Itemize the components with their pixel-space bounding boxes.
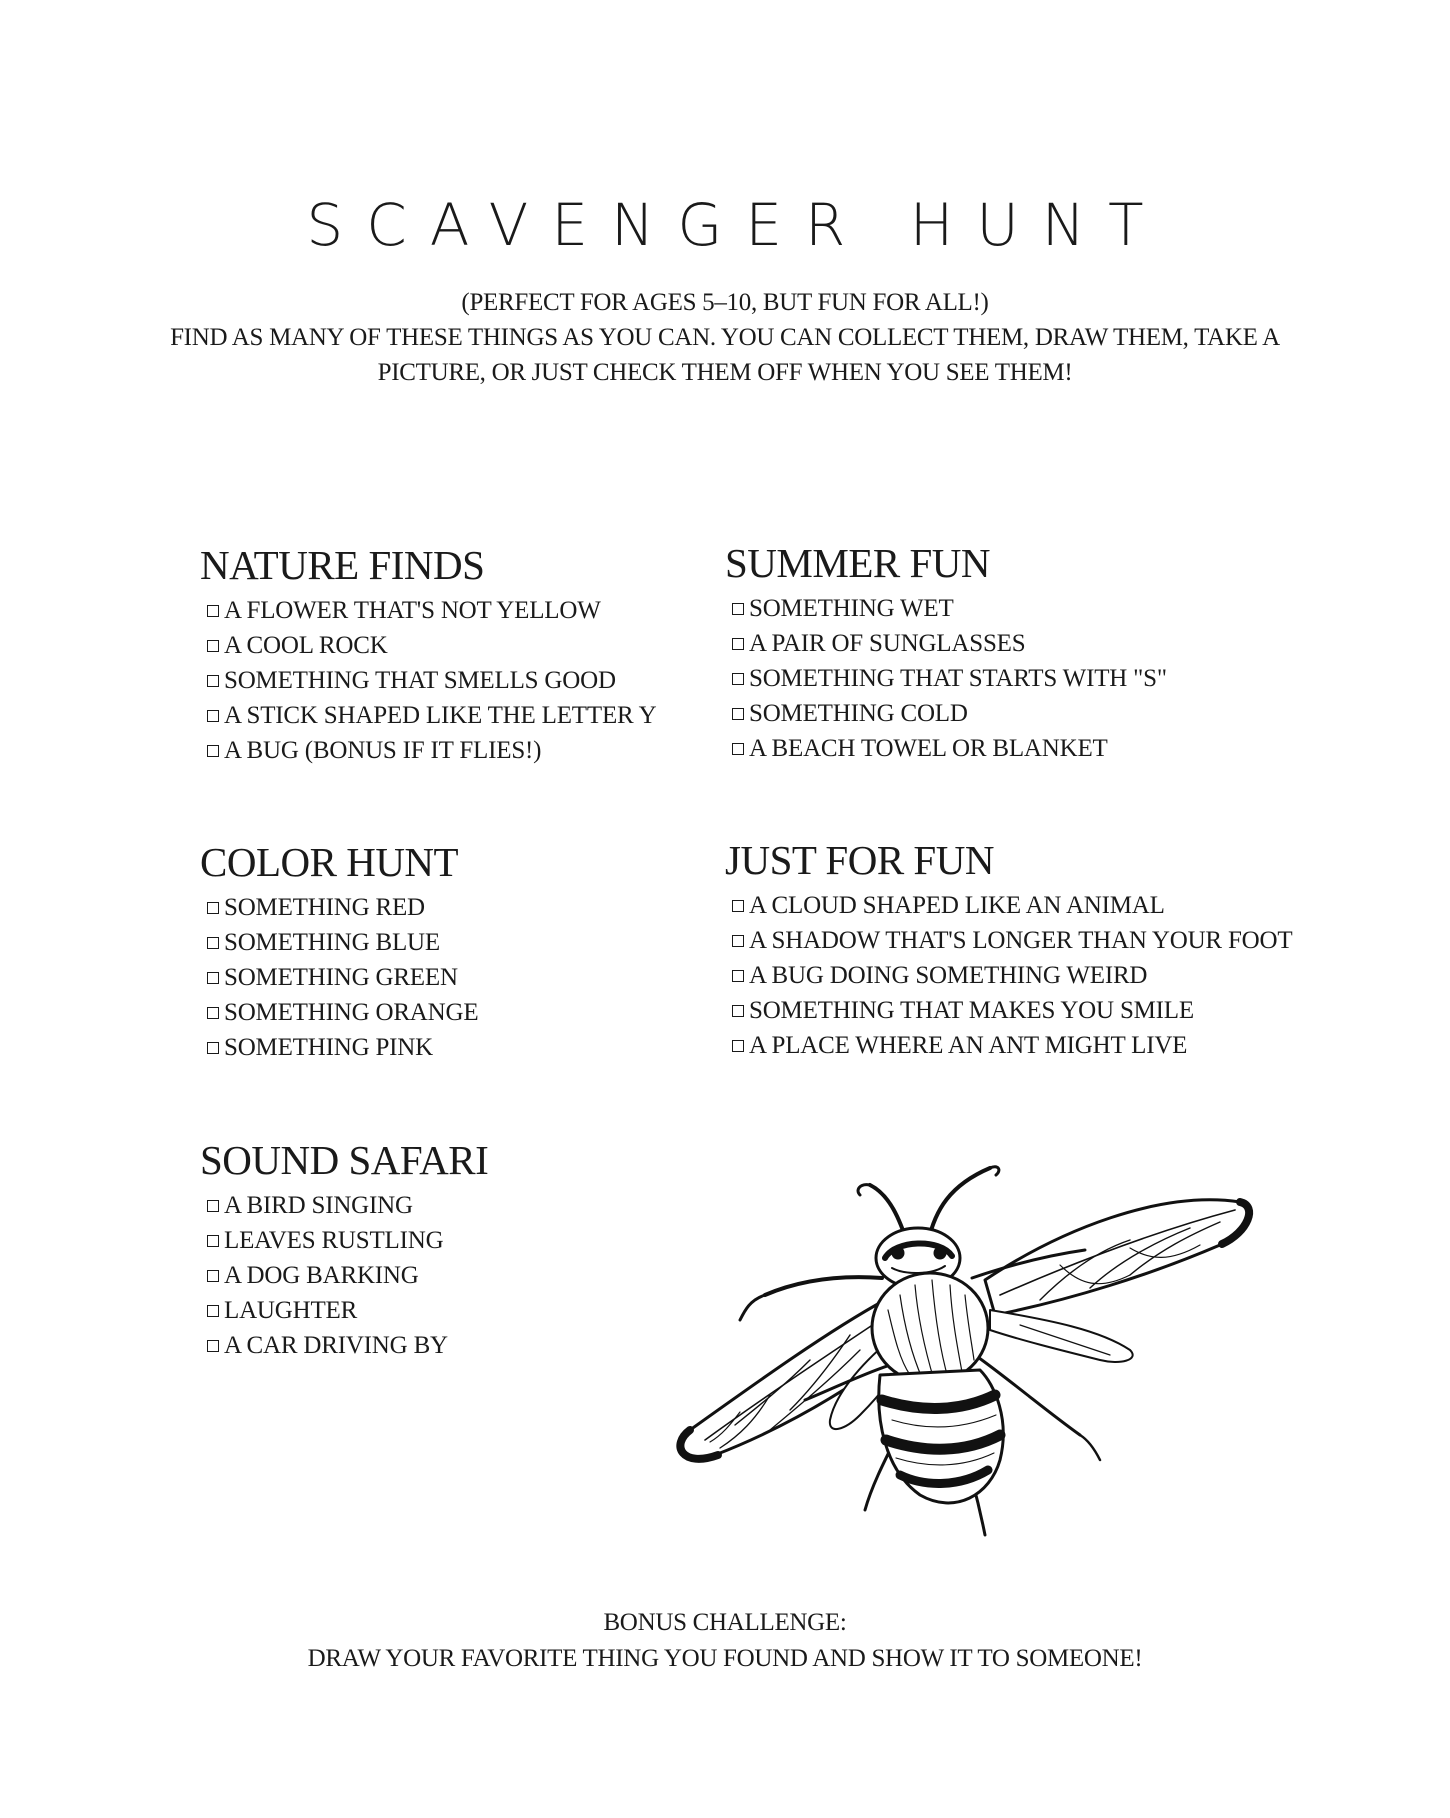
checklist-item	[725, 993, 1292, 1028]
checkbox[interactable]	[207, 1235, 219, 1247]
checkbox[interactable]	[207, 745, 219, 757]
checklist-item	[200, 995, 478, 1030]
checklist-item	[200, 890, 478, 925]
checklist-item	[725, 696, 1167, 731]
checkbox[interactable]	[732, 1040, 744, 1052]
checkbox[interactable]	[732, 708, 744, 720]
checklist-item	[200, 733, 656, 768]
checklist-item	[200, 1328, 488, 1363]
checklist-item	[200, 628, 656, 663]
section-title: SUMMER FUN	[725, 540, 990, 586]
checkbox[interactable]	[207, 710, 219, 722]
item-label: SOMETHING THAT STARTS WITH "S"	[749, 665, 1167, 692]
item-label: A PAIR OF SUNGLASSES	[749, 630, 1026, 657]
checkbox[interactable]	[207, 937, 219, 949]
checkbox[interactable]	[732, 638, 744, 650]
checkbox[interactable]	[207, 605, 219, 617]
intro-ages: (PERFECT FOR AGES 5–10, BUT FUN FOR ALL!)	[461, 289, 989, 316]
checklist-item	[200, 1030, 478, 1065]
checkbox[interactable]	[732, 935, 744, 947]
page-title: SCAVENGER HUNT	[306, 191, 1167, 259]
checklist-item	[200, 1293, 488, 1328]
item-label: SOMETHING ORANGE	[224, 999, 479, 1026]
checklist-item	[725, 661, 1167, 696]
intro-instructions: FIND AS MANY OF THESE THINGS AS YOU CAN. YOU CAN COLLECT THEM, DRAW THEM, TAKE A PICTURE, OR JUST CHECK THEM OFF WHEN YOU SEE THEM!	[170, 324, 1280, 386]
bee-illustration	[660, 1150, 1260, 1560]
item-label: A CLOUD SHAPED LIKE AN ANIMAL	[749, 892, 1165, 919]
bonus-text: DRAW YOUR FAVORITE THING YOU FOUND AND SHOW IT TO SOMEONE!	[307, 1645, 1143, 1672]
checkbox[interactable]	[207, 1007, 219, 1019]
item-label: A PLACE WHERE AN ANT MIGHT LIVE	[749, 1032, 1188, 1059]
item-label: SOMETHING PINK	[224, 1034, 434, 1061]
checklist-item	[725, 591, 1167, 626]
item-label: LEAVES RUSTLING	[224, 1227, 444, 1254]
checklist-item	[200, 663, 656, 698]
item-label: A DOG BARKING	[224, 1262, 419, 1289]
item-label: A STICK SHAPED LIKE THE LETTER Y	[224, 702, 657, 729]
checkbox[interactable]	[207, 1305, 219, 1317]
checklist-item	[200, 698, 656, 733]
item-label: SOMETHING BLUE	[224, 929, 440, 956]
section-summer-fun	[725, 539, 1167, 766]
checklist-item	[200, 1223, 488, 1258]
section-title: JUST FOR FUN	[725, 837, 994, 883]
item-label: A BUG DOING SOMETHING WEIRD	[749, 962, 1148, 989]
item-label: A BIRD SINGING	[224, 1192, 413, 1219]
checkbox[interactable]	[207, 972, 219, 984]
item-label: A SHADOW THAT'S LONGER THAN YOUR FOOT	[749, 927, 1293, 954]
section-color-hunt	[200, 838, 478, 1065]
item-label: A BUG (BONUS IF IT FLIES!)	[224, 737, 542, 764]
section-sound-safari	[200, 1136, 488, 1363]
section-title: COLOR HUNT	[200, 839, 459, 885]
checklist-item	[200, 925, 478, 960]
bonus-challenge	[0, 1605, 1450, 1677]
checklist-item	[725, 731, 1167, 766]
checklist-item	[725, 888, 1292, 923]
item-label: SOMETHING GREEN	[224, 964, 458, 991]
checklist-item	[725, 1028, 1292, 1063]
checkbox[interactable]	[207, 902, 219, 914]
checkbox[interactable]	[732, 970, 744, 982]
checkbox[interactable]	[207, 1270, 219, 1282]
bonus-heading: BONUS CHALLENGE:	[603, 1609, 847, 1636]
item-label: SOMETHING WET	[749, 595, 954, 622]
section-title: NATURE FINDS	[200, 542, 485, 588]
checkbox[interactable]	[732, 743, 744, 755]
item-label: SOMETHING RED	[224, 894, 425, 921]
checkbox[interactable]	[207, 640, 219, 652]
checklist-item	[725, 923, 1292, 958]
item-label: SOMETHING THAT SMELLS GOOD	[224, 667, 616, 694]
checkbox[interactable]	[207, 1340, 219, 1352]
item-label: A COOL ROCK	[224, 632, 388, 659]
checklist-item	[200, 960, 478, 995]
item-label: A BEACH TOWEL OR BLANKET	[749, 735, 1108, 762]
section-title: SOUND SAFARI	[200, 1137, 489, 1183]
section-just-for-fun	[725, 836, 1292, 1063]
item-label: A CAR DRIVING BY	[224, 1332, 448, 1359]
checkbox[interactable]	[732, 1005, 744, 1017]
item-label: SOMETHING COLD	[749, 700, 968, 727]
section-nature-finds	[200, 541, 656, 768]
item-label: LAUGHTER	[224, 1297, 358, 1324]
checkbox[interactable]	[732, 900, 744, 912]
checkbox[interactable]	[732, 673, 744, 685]
checkbox[interactable]	[207, 675, 219, 687]
checklist-item	[725, 958, 1292, 993]
checklist-item	[200, 1188, 488, 1223]
checklist-item	[725, 626, 1167, 661]
checkbox[interactable]	[732, 603, 744, 615]
item-label: SOMETHING THAT MAKES YOU SMILE	[749, 997, 1194, 1024]
item-label: A FLOWER THAT'S NOT YELLOW	[224, 597, 601, 624]
checkbox[interactable]	[207, 1042, 219, 1054]
checklist-item	[200, 593, 656, 628]
checkbox[interactable]	[207, 1200, 219, 1212]
intro	[125, 285, 1325, 390]
checklist-item	[200, 1258, 488, 1293]
